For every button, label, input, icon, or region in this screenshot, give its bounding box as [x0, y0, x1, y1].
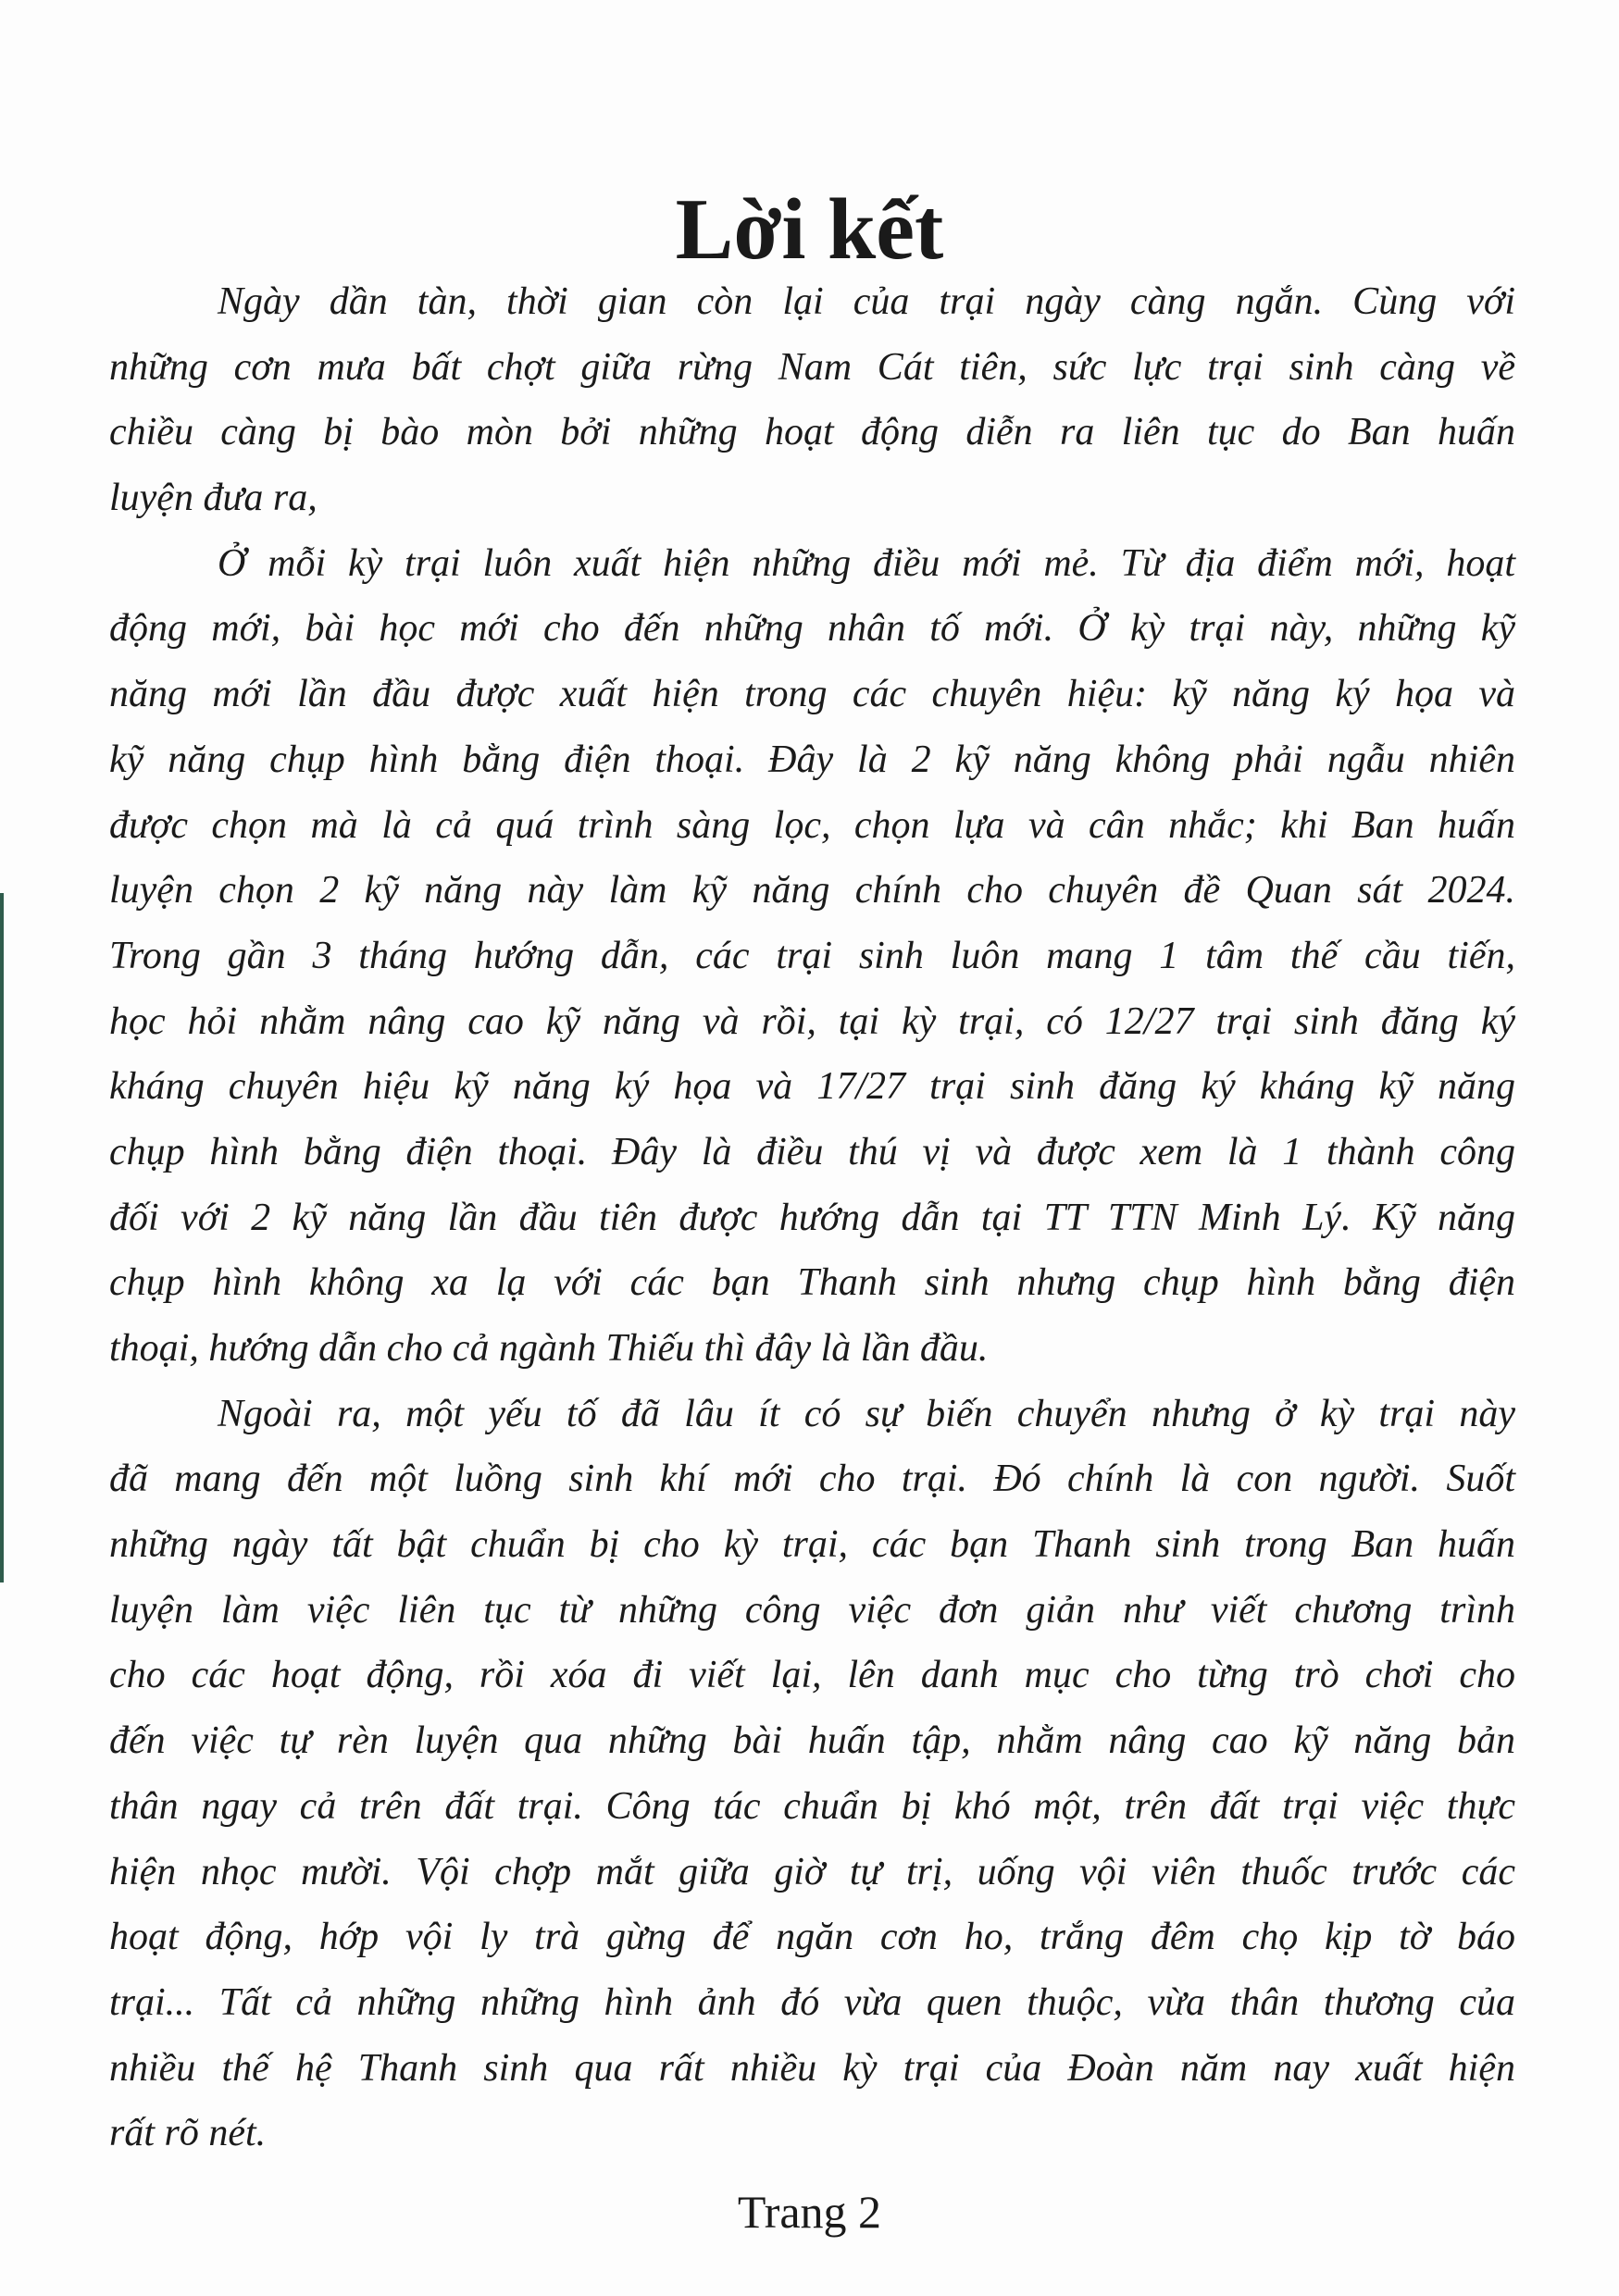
paragraph-1-line: Ngày dần tàn, thời gian còn lại của trại ngày càng ngắn. Cùng với [218, 280, 1515, 323]
paragraph-2-line: năng mới lần đầu được xuất hiện trong các chuyên hiệu: kỹ năng ký họa và [109, 673, 1515, 716]
page-edge-strip [0, 893, 4, 1582]
paragraph-3-line: hoạt động, hớp vội ly trà gừng để ngăn cơn ho, trắng đêm chọ kịp tờ báo [109, 1916, 1515, 1959]
paragraph-2-line: luyện chọn 2 kỹ năng này làm kỹ năng chính cho chuyên đề Quan sát 2024. [109, 869, 1515, 912]
paragraph-1-line: những cơn mưa bất chợt giữa rừng Nam Cát tiên, sức lực trại sinh càng về [109, 345, 1515, 389]
paragraph-2-line: học hỏi nhằm nâng cao kỹ năng và rồi, tại kỳ trại, có 12/27 trại sinh đăng ký [109, 999, 1515, 1043]
paragraph-3-line: rất rõ nét. [109, 2112, 267, 2155]
paragraph-1-line: luyện đưa ra, [109, 477, 318, 520]
paragraph-3-line: những ngày tất bật chuẩn bị cho kỳ trại, các bạn Thanh sinh trong Ban huấn [109, 1523, 1515, 1567]
paragraph-2-line: kỹ năng chụp hình bằng điện thoại. Đây là 2 kỹ năng không phải ngẫu nhiên [109, 738, 1515, 781]
paragraph-2-line: Trong gần 3 tháng hướng dẫn, các trại sinh luôn mang 1 tâm thế cầu tiến, [109, 934, 1515, 977]
paragraph-2-line: chụp hình bằng điện thoại. Đây là điều thú vị và được xem là 1 thành công [109, 1130, 1515, 1173]
paragraph-2-line: được chọn mà là cả quá trình sàng lọc, chọn lựa và cân nhắc; khi Ban huấn [109, 803, 1515, 847]
paragraph-2-line: chụp hình không xa lạ với các bạn Thanh sinh nhưng chụp hình bằng điện [109, 1261, 1515, 1305]
paragraph-3-line: Ngoài ra, một yếu tố đã lâu ít có sự biến chuyển nhưng ở kỳ trại này [218, 1392, 1515, 1435]
paragraph-3-line: nhiều thế hệ Thanh sinh qua rất nhiều kỳ trại của Đoàn năm nay xuất hiện [109, 2046, 1515, 2090]
paragraph-1-line: chiều càng bị bào mòn bởi những hoạt động diễn ra liên tục do Ban huấn [109, 411, 1515, 454]
paragraph-2-line: kháng chuyên hiệu kỹ năng ký họa và 17/27 trại sinh đăng ký kháng kỹ năng [109, 1065, 1515, 1109]
paragraph-2-line: đối với 2 kỹ năng lần đầu tiên được hướng dẫn tại TT TTN Minh Lý. Kỹ năng [109, 1196, 1515, 1239]
paragraph-2-line: động mới, bài học mới cho đến những nhân tố mới. Ở kỳ trại này, những kỹ [109, 607, 1515, 651]
paragraph-3-line: hiện nhọc mười. Vội chợp mắt giữa giờ tự trị, uống vội viên thuốc trước các [109, 1850, 1515, 1893]
paragraph-3-line: cho các hoạt động, rồi xóa đi viết lại, lên danh mục cho từng trò chơi cho [109, 1654, 1515, 1697]
document-body [109, 269, 1515, 2166]
paragraph-3-line: đã mang đến một luồng sinh khí mới cho trại. Đó chính là con người. Suốt [109, 1458, 1515, 1501]
paragraph-3-line: thân ngay cả trên đất trại. Công tác chuẩn bị khó một, trên đất trại việc thực [109, 1784, 1515, 1828]
paragraph-2-line: thoại, hướng dẫn cho cả ngành Thiếu thì đây là lần đầu. [109, 1327, 989, 1370]
paragraph-2-line: Ở mỗi kỳ trại luôn xuất hiện những điều mới mẻ. Từ địa điểm mới, hoạt [218, 541, 1515, 585]
paragraph-3-line: luyện làm việc liên tục từ những công việc đơn giản như viết chương trình [109, 1588, 1515, 1632]
page-number: Trang 2 [737, 2186, 882, 2238]
page-title: Lời kết [675, 180, 944, 278]
paragraph-3-line: đến việc tự rèn luyện qua những bài huấn tập, nhằm nâng cao kỹ năng bản [109, 1719, 1515, 1763]
paragraph-3-line: trại... Tất cả những những hình ảnh đó vừa quen thuộc, vừa thân thương của [109, 1980, 1515, 2024]
